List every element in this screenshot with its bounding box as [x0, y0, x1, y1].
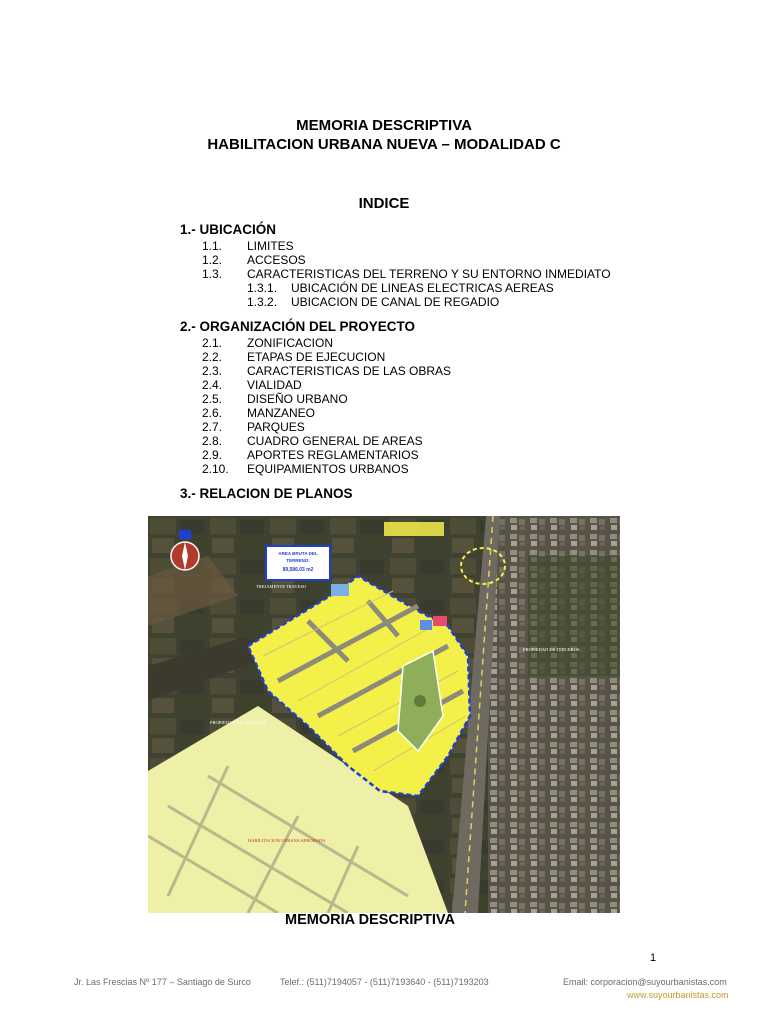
map-label-right: PROPIEDAD DE TERCEROS [523, 647, 580, 652]
index-subitem-number: 1.3.1. [247, 281, 278, 295]
index-item [202, 267, 611, 281]
index-item-number: 1.3. [202, 267, 223, 281]
index-item-label: APORTES REGLAMENTARIOS [247, 448, 419, 462]
index-subitem [247, 295, 500, 309]
index-item [202, 420, 305, 434]
index-item-number: 2.6. [202, 406, 223, 420]
footer-address: Jr. Las Frescias Nº 177 – Santiago de Surco [74, 977, 251, 987]
index-item [202, 378, 302, 392]
footer-website[interactable]: www.suyourbanistas.com [627, 990, 729, 1000]
index-subitem-label: UBICACION DE CANAL DE REGADIO [291, 295, 500, 309]
index-heading: INDICE [358, 195, 410, 212]
index-item [202, 350, 386, 364]
section-2-title: 2.- ORGANIZACIÓN DEL PROYECTO [180, 319, 416, 334]
index-item-number: 2.10. [202, 462, 229, 476]
index-subitem-number: 1.3.2. [247, 295, 278, 309]
index-item-label: MANZANEO [247, 406, 316, 420]
index-subitem [247, 281, 554, 295]
index-item-number: 1.1. [202, 239, 223, 253]
index-item [202, 239, 294, 253]
section-1-title: 1.- UBICACIÓN [180, 222, 277, 237]
index-item [202, 253, 306, 267]
map-area-label-line1: AREA BRUTA DEL [278, 551, 318, 556]
index-item-label: VIALIDAD [247, 378, 302, 392]
index-item-label: CARACTERISTICAS DE LAS OBRAS [247, 364, 452, 378]
index-item-number: 2.2. [202, 350, 223, 364]
footer-phones: Telef.: (511)7194057 - (511)7193640 - (511)7193203 [280, 977, 489, 987]
index-item [202, 336, 333, 350]
map-label-left-mid: PROPIEDAD DE TERCEROS [210, 720, 267, 725]
index-item-label: CARACTERISTICAS DEL TERRENO Y SU ENTORNO INMEDIATO [247, 267, 611, 281]
site-aerial-map [148, 516, 620, 913]
section-3-title: 3.- RELACION DE PLANOS [180, 486, 353, 501]
index-item [202, 392, 348, 406]
index-item-label: CUADRO GENERAL DE AREAS [247, 434, 423, 448]
index-item-label: DISEÑO URBANO [247, 392, 348, 406]
index-item-label: PARQUES [247, 420, 305, 434]
page-number: 1 [650, 952, 657, 964]
index-item-number: 2.4. [202, 378, 223, 392]
map-area-label-line2: TERRENO: [286, 558, 310, 563]
footer-email[interactable]: Email: corporacion@suyourbanistas.com [563, 977, 727, 987]
map-area-label-line3: 89,586.03 m2 [282, 567, 314, 573]
index-item-label: LIMITES [247, 239, 294, 253]
map-label-bottom: HABILITACION URBANA APROBADA [248, 838, 326, 843]
index-subitem-label: UBICACIÓN DE LINEAS ELECTRICAS AEREAS [291, 281, 554, 295]
map-caption: MEMORIA DESCRIPTIVA [285, 912, 455, 928]
index-item-number: 1.2. [202, 253, 223, 267]
index-item-label: EQUIPAMIENTOS URBANOS [247, 462, 409, 476]
index-item-number: 2.1. [202, 336, 223, 350]
index-item-number: 2.7. [202, 420, 223, 434]
index-item [202, 434, 423, 448]
index-item [202, 462, 409, 476]
index-item-label: ZONIFICACION [247, 336, 333, 350]
index-item-number: 2.9. [202, 448, 223, 462]
index-item [202, 364, 452, 378]
index-item [202, 406, 316, 420]
index-item-label: ACCESOS [247, 253, 306, 267]
document-subtitle: HABILITACION URBANA NUEVA – MODALIDAD C [207, 136, 561, 153]
map-label-left-top: TREJAMENTE TRAVESO [256, 584, 307, 589]
index-item-number: 2.8. [202, 434, 223, 448]
index-item-label: ETAPAS DE EJECUCION [247, 350, 386, 364]
index-item-number: 2.3. [202, 364, 223, 378]
index-item [202, 448, 419, 462]
index-item-number: 2.5. [202, 392, 223, 406]
document-title: MEMORIA DESCRIPTIVA [296, 117, 472, 134]
